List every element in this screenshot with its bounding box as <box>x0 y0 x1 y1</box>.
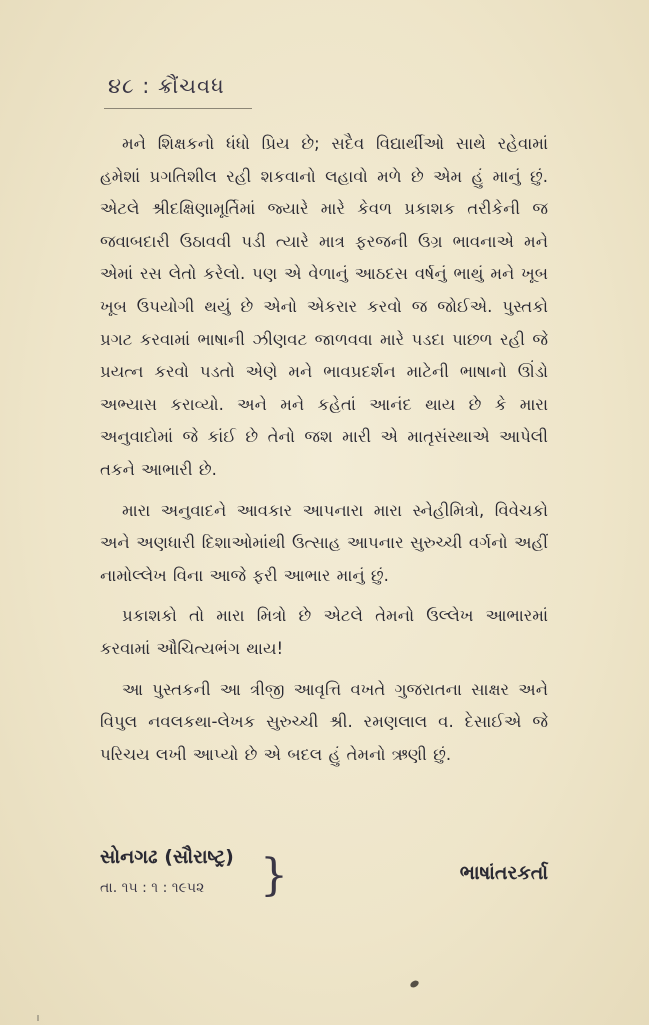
translator-signature: ભાષાંતરકર્તા <box>459 862 548 884</box>
closing-brace: } <box>260 850 288 901</box>
page-number: ૪૮ <box>108 74 135 98</box>
ink-blot <box>409 979 420 989</box>
paragraph-2: મારા અનુવાદને આવકાર આપનારા મારા સ્નેહીમિત્રો, વિવેચકો અને અણધારી દિશાઓમાંથી ઉત્સાહ આપનાર સુરુચ્ચી વર્ગનો અહીં નામોલ્લેખ વિના આજે ફરી આભાર માનું છું. <box>100 500 548 585</box>
preface-body <box>100 128 548 779</box>
signature-date: તા. ૧૫ : ૧ : ૧૯૫૨ <box>100 880 205 896</box>
header-rule <box>104 108 252 109</box>
header-separator: : <box>142 74 151 98</box>
running-header <box>108 74 225 99</box>
paragraph-3: પ્રકાશકો તો મારા મિત્રો છે એટલે તેમનો ઉલ્લેખ આભારમાં કરવામાં ઔચિત્યભંગ થાય! <box>100 606 548 658</box>
signature-block <box>100 846 548 916</box>
paragraph-4: આ પુસ્તકની આ ત્રીજી આવૃત્તિ વખતે ગુજરાતના સાક્ષર અને વિપુલ નવલકથા-લેખક સુરુચ્ચી શ્રી. રમણલાલ વ. દેસાઈએ જે પરિચય લખી આપ્યો છે એ બદલ હું તેમનો ઋણી છું. <box>100 679 548 764</box>
margin-mark <box>37 1015 39 1021</box>
signature-place: સોનગઢ (સૌરાષ્ટ્ર) <box>100 846 234 868</box>
paragraph-1: મને શિક્ષકનો ધંધો પ્રિય છે; સદૈવ વિદ્યાર્થીઓ સાથે રહેવામાં હમેશાં પ્રગતિશીલ રહી શકવાનો લહાવો મળે છે એમ હું માનું છું. એટલે શ્રીદક્ષિણામૂર્તિમાં જ્યારે મારે કેવળ પ્રકાશક તરીકેની જ જવાબદારી ઉઠાવવી પડી ત્યારે માત્ર ફરજની ઉગ્ર ભાવનાએ મને એમાં રસ લેતો કરેલો. પણ એ વેળાનું આઠદસ વર્ષનું ભાથું મને ખૂબ ખૂબ ઉપયોગી થયું છે એનો એકરાર કરવો જ જોઈએ. પુસ્તકો પ્રગટ કરવામાં ભાષાની ઝીણવટ જાળવવા મારે પડદા પાછળ રહી જે પ્રયત્ન કરવો પડતો એણે મને ભાવપ્રદર્શન માટેની ભાષાનો ઊંડો અભ્યાસ કરાવ્યો. અને મને કહેતાં આનંદ થાય છે કે મારા અનુવાદોમાં જે કાંઈ છે તેનો જશ મારી એ માતૃસંસ્થાએ આપેલી તકને આભારી છે. <box>100 134 548 479</box>
book-title: ક્રૌંચવધ <box>158 74 225 98</box>
